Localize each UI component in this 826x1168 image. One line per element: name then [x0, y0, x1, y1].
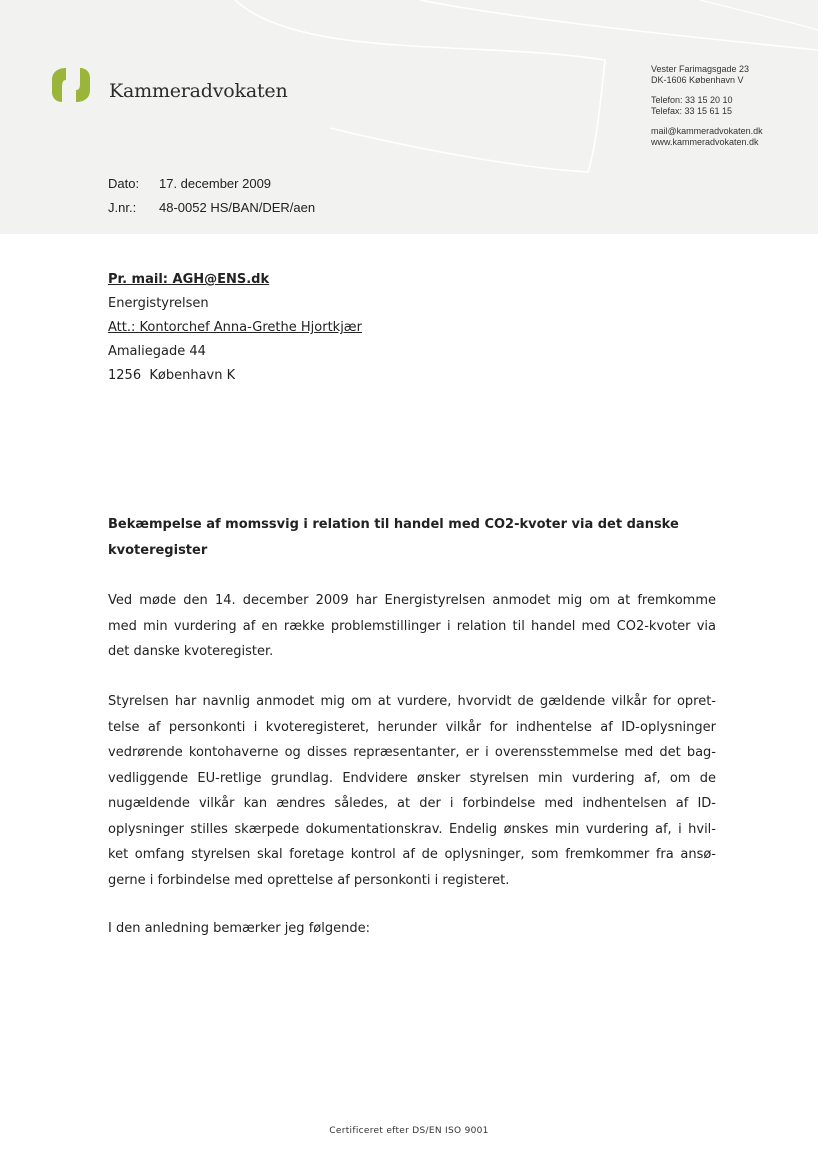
- certification-footer: Certificeret efter DS/EN ISO 9001: [329, 1126, 489, 1136]
- fax-number: Telefax: 33 15 61 15: [651, 106, 733, 116]
- paragraph-line: vedrørende kontohaverne og disses repræsentanter, er i overensstemmelse med det bag-: [108, 745, 716, 760]
- body-paragraph-3: [108, 916, 716, 942]
- website-address: www.kammeradvokaten.dk: [651, 137, 759, 147]
- brand-name: Kammeradvokaten: [109, 80, 288, 102]
- recipient-address-block: [108, 268, 362, 388]
- date-row: [108, 171, 315, 195]
- body-paragraph-1: [108, 588, 716, 665]
- recipient-attention: Att.: Kontorchef Anna-Grethe Hjortkjær: [108, 320, 362, 335]
- kammeradvokaten-logo-icon: [50, 66, 92, 104]
- recipient-postal-code: 1256: [108, 368, 142, 383]
- recipient-postal-line: [108, 364, 362, 388]
- paragraph-line: vedliggende EU-retlige grundlag. Endvidere ønsker styrelsen min vurdering af, om de: [108, 770, 716, 786]
- phone-number: Telefon: 33 15 20 10: [651, 95, 733, 105]
- address-street: Vester Farimagsgade 23: [651, 64, 750, 74]
- address-city: DK-1606 København V: [651, 75, 744, 85]
- sender-address-block: [651, 64, 763, 148]
- paragraph-line: Styrelsen har navnlig anmodet mig om at vurdere, hvorvidt de gældende vilkår for opret-: [108, 694, 716, 709]
- paragraph-line: nugældende vilkår kan ændres således, at der i forbindelse med indhentelsen af ID-: [108, 796, 716, 811]
- paragraph-line: I den anledning bemærker jeg følgende:: [108, 921, 370, 936]
- subject-line: Bekæmpelse af momssvig i relation til handel med CO2-kvoter via det danske: [108, 517, 679, 532]
- subject-line: kvoteregister: [108, 543, 208, 558]
- paragraph-line: telse af personkonti i kvoteregisteret, herunder vilkår for indhentelse af ID-oplysninger: [108, 719, 716, 735]
- recipient-organization: Energistyrelsen: [108, 296, 209, 311]
- recipient-city: København K: [149, 368, 236, 383]
- date-label: Dato:: [108, 175, 140, 191]
- journal-number-value: 48-0052 HS/BAN/DER/aen: [159, 199, 316, 215]
- paragraph-line: Ved møde den 14. december 2009 har Energistyrelsen anmodet mig om at fremkomme: [108, 593, 716, 608]
- paragraph-line: med min vurdering af en række problemstillinger i relation til handel med CO2-kvoter via: [108, 618, 716, 634]
- journal-number-row: [108, 195, 315, 219]
- date-value: 17. december 2009: [159, 175, 272, 191]
- paragraph-line: oplysninger stilles skærpede dokumentationskrav. Endelig ønskes min vurdering af, i hvil-: [108, 821, 716, 837]
- body-paragraph-2: [108, 689, 716, 893]
- letter-subject: [108, 512, 718, 564]
- letter-meta: [108, 171, 315, 219]
- delivery-method: Pr. mail: AGH@ENS.dk: [108, 272, 270, 287]
- journal-number-label: J.nr.:: [108, 199, 137, 215]
- email-address: mail@kammeradvokaten.dk: [651, 126, 763, 136]
- paragraph-line: det danske kvoteregister.: [108, 644, 274, 659]
- paragraph-line: ket omfang styrelsen skal foretage kontrol af de oplysninger, som fremkommer fra ansø-: [108, 847, 716, 862]
- paragraph-line: gerne i forbindelse med oprettelse af personkonti i registeret.: [108, 872, 510, 888]
- recipient-street: Amaliegade 44: [108, 344, 206, 359]
